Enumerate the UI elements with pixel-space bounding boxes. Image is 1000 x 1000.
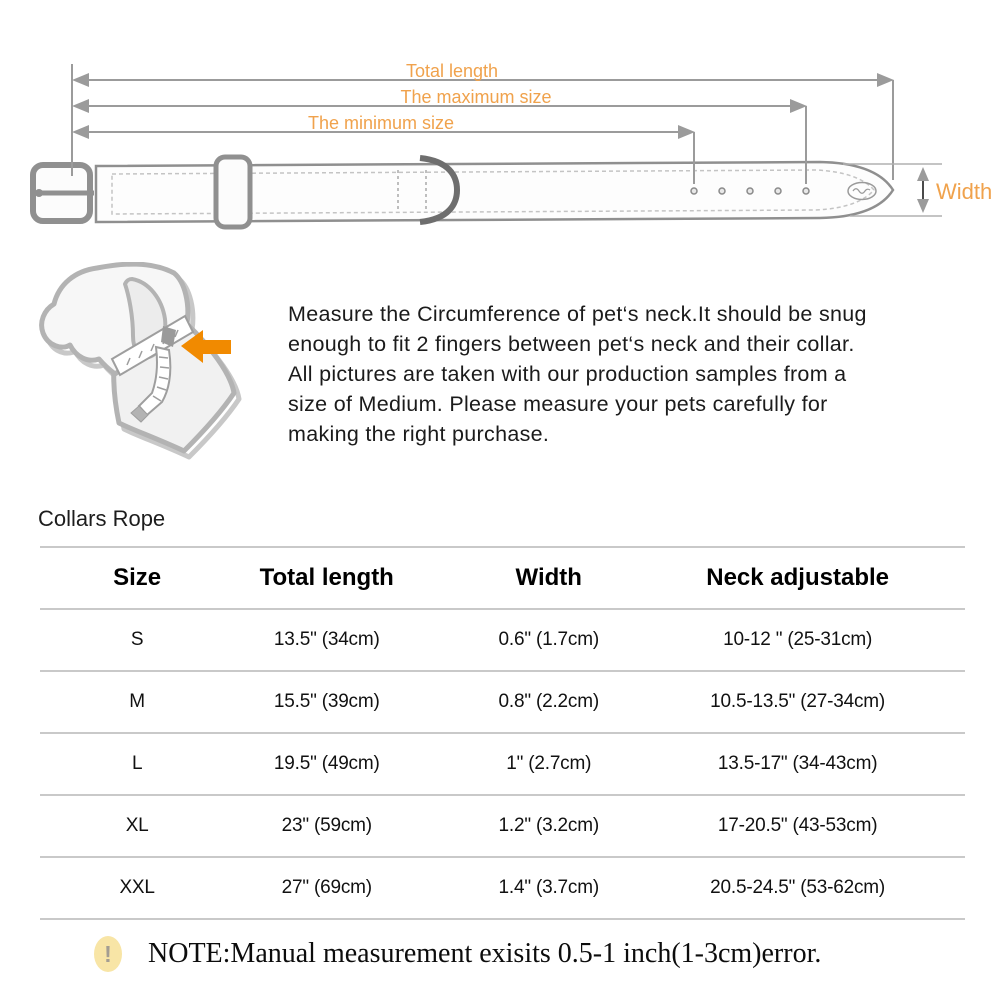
collar-illustration	[33, 157, 893, 227]
collar-diagram	[0, 0, 1000, 255]
cell-neck: 20.5-24.5" (53-62cm)	[710, 877, 886, 898]
cell-size: S	[130, 629, 144, 650]
label-maximum-size: The maximum size	[400, 87, 552, 107]
table-row	[40, 795, 965, 857]
cell-width: 1.4" (3.7cm)	[498, 877, 599, 898]
cell-width: 1" (2.7cm)	[506, 753, 592, 774]
cell-size: M	[129, 691, 145, 712]
cell-total-length: 23" (59cm)	[281, 815, 372, 836]
instructions-line: size of Medium. Please measure your pets carefully for	[288, 392, 828, 416]
measuring-instructions	[288, 299, 948, 449]
cell-width: 0.6" (1.7cm)	[498, 629, 599, 650]
instructions-line: Measure the Circumference of pet‘s neck.It should be snug	[288, 302, 867, 326]
cell-width: 1.2" (3.2cm)	[498, 815, 599, 836]
cell-size: XL	[125, 815, 149, 836]
table-header-row	[40, 547, 965, 609]
cell-size: XXL	[119, 877, 155, 898]
cell-width: 0.8" (2.2cm)	[498, 691, 599, 712]
label-width: Width	[936, 179, 993, 204]
cell-neck: 17-20.5" (43-53cm)	[717, 815, 878, 836]
table-row	[40, 733, 965, 795]
cell-total-length: 13.5" (34cm)	[273, 629, 380, 650]
cell-neck: 13.5-17" (34-43cm)	[717, 753, 878, 774]
table-row	[40, 857, 965, 919]
header-neck-adjustable: Neck adjustable	[706, 564, 889, 591]
cell-total-length: 27" (69cm)	[281, 877, 372, 898]
header-total-length: Total length	[259, 564, 394, 591]
buckle-prong-pivot	[35, 189, 43, 197]
label-minimum-size: The minimum size	[307, 113, 455, 133]
exclamation-icon: !	[94, 936, 122, 972]
table-row	[40, 609, 965, 671]
cell-neck: 10-12 " (25-31cm)	[723, 629, 873, 650]
cell-neck: 10.5-13.5" (27-34cm)	[710, 691, 886, 712]
dog-measurement-illustration	[35, 262, 280, 477]
header-size: Size	[113, 564, 162, 591]
instructions-line: enough to fit 2 fingers between pet‘s neck and their collar.	[288, 332, 855, 356]
size-table-container	[40, 546, 965, 920]
header-width: Width	[515, 564, 582, 591]
note-text: NOTE:Manual measurement exisits 0.5-1 inch(1-3cm)error.	[148, 938, 822, 969]
label-total-length: Total length	[405, 61, 499, 81]
size-table	[40, 546, 965, 920]
instructions-line: All pictures are taken with our production samples from a	[288, 362, 847, 386]
collar-keeper-loop	[216, 157, 250, 227]
instructions-line: making the right purchase.	[288, 422, 550, 446]
cell-size: L	[131, 753, 143, 774]
note-row	[94, 936, 821, 972]
cell-total-length: 19.5" (49cm)	[273, 753, 380, 774]
table-row	[40, 671, 965, 733]
table-title: Collars Rope	[38, 506, 166, 531]
cell-total-length: 15.5" (39cm)	[273, 691, 380, 712]
